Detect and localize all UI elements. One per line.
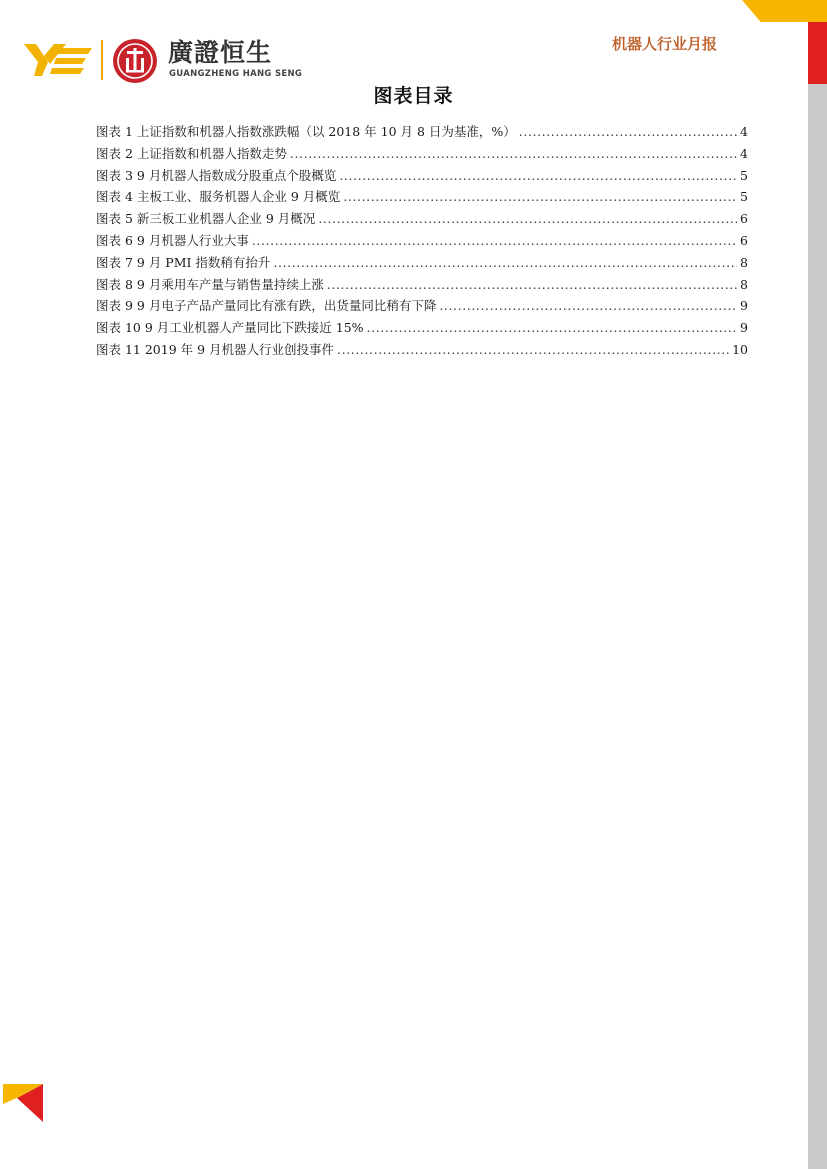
- toc-entry-text: 图表 3 9 月机器人指数成分股重点个股概览: [96, 167, 337, 183]
- toc-entry-page: 6: [740, 211, 748, 227]
- toc-entry-page: 6: [740, 232, 748, 248]
- toc-entry[interactable]: [96, 143, 748, 165]
- brand-name-cn: 廣證恒生: [168, 38, 273, 67]
- toc-entry[interactable]: [96, 295, 748, 317]
- dot-leader: [290, 143, 737, 165]
- toc-entry[interactable]: [96, 252, 748, 274]
- toc-entry-page: 4: [740, 145, 748, 161]
- dot-leader: [367, 317, 738, 339]
- toc-entry-text: 图表 1 上证指数和机器人指数涨跌幅（以 2018 年 10 月 8 日为基准，%）: [96, 124, 516, 139]
- seal-logo-icon: [112, 38, 158, 84]
- toc-entry-text: 图表 6 9 月机器人行业大事: [96, 232, 249, 248]
- toc-entry-text: 图表 9 9 月电子产品产量同比有涨有跌，出货量同比稍有下降: [96, 298, 437, 314]
- corner-triangle-icon: [3, 1084, 43, 1122]
- dot-leader: [318, 208, 737, 230]
- toc-entry-text: 图表 4 主板工业、服务机器人企业 9 月概览: [96, 189, 341, 205]
- toc-entry-text: 图表 2 上证指数和机器人指数走势: [96, 145, 287, 161]
- dot-leader: [339, 165, 737, 187]
- toc-entry-page: 5: [740, 189, 748, 205]
- dot-leader: [337, 339, 729, 361]
- toc-entry[interactable]: [96, 230, 748, 252]
- brand-name-en: GUANGZHENG HANG SENG: [169, 69, 303, 79]
- toc-entry[interactable]: [96, 208, 748, 230]
- corner-accent-yellow: [742, 0, 827, 22]
- toc-entry-text: 图表 5 新三板工业机器人企业 9 月概况: [96, 211, 316, 227]
- toc-entry-page: 8: [740, 276, 748, 292]
- toc-entry-page: 10: [732, 341, 748, 357]
- toc-entry-text: 图表 8 9 月乘用车产量与销售量持续上涨: [96, 276, 324, 292]
- dot-leader: [273, 252, 737, 274]
- ye-logo-icon: [24, 42, 94, 78]
- toc-entry-page: 9: [740, 320, 748, 336]
- toc-entry-page: 4: [740, 124, 748, 139]
- dot-leader: [519, 121, 737, 143]
- toc-entry-text: 图表 7 9 月 PMI 指数稍有抬升: [96, 254, 271, 270]
- toc-entry[interactable]: [96, 121, 748, 143]
- toc-entry-page: 5: [740, 167, 748, 183]
- toc-entry-text: 图表 10 9 月工业机器人产量同比下跌接近 15%: [96, 320, 364, 336]
- toc-title: 图表目录: [373, 85, 454, 107]
- dot-leader: [343, 186, 737, 208]
- toc-entry[interactable]: [96, 317, 748, 339]
- toc-entry[interactable]: [96, 165, 748, 187]
- toc-entry[interactable]: [96, 186, 748, 208]
- toc-entry-page: 9: [740, 298, 748, 314]
- side-strip: [808, 22, 827, 1169]
- logo-divider: [101, 40, 103, 80]
- dot-leader: [252, 230, 737, 252]
- dot-leader: [439, 295, 737, 317]
- side-strip-red-accent: [808, 22, 827, 84]
- dot-leader: [327, 274, 737, 296]
- toc-entry[interactable]: [96, 339, 748, 361]
- toc-entry-page: 8: [740, 254, 748, 270]
- toc-list: [96, 121, 748, 361]
- toc-entry[interactable]: [96, 274, 748, 296]
- report-type-label: 机器人行业月报: [612, 35, 718, 53]
- toc-entry-text: 图表 11 2019 年 9 月机器人行业创投事件: [96, 341, 335, 357]
